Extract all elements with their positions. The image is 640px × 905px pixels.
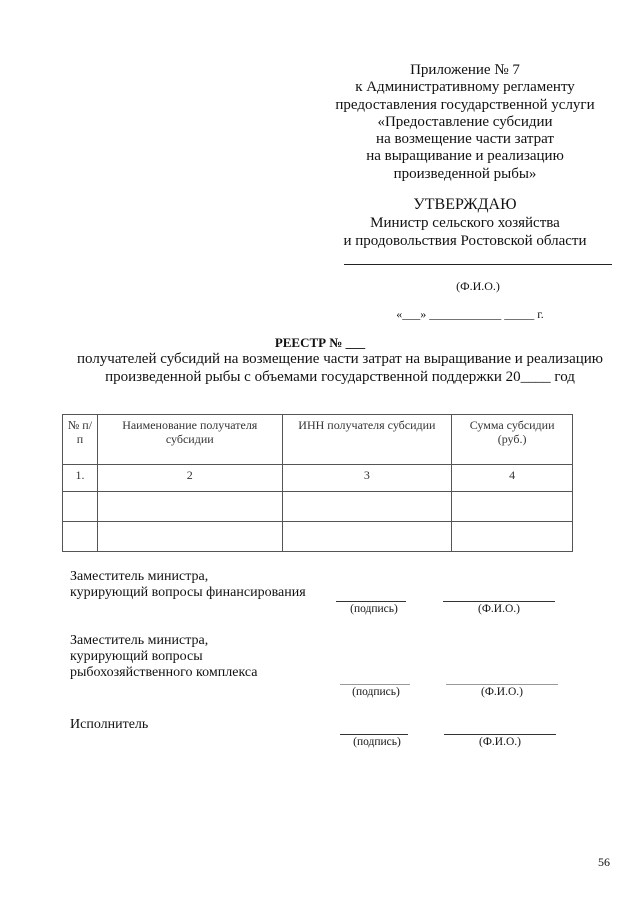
signature-line (340, 684, 410, 685)
approval-block (320, 196, 610, 250)
approval-organization: и продовольствия Ростовской области (343, 232, 587, 249)
signature-caption: (подпись) (352, 686, 400, 698)
appendix-line: на возмещение части затрат (376, 131, 554, 148)
approval-signature-line (344, 264, 612, 265)
table-cell (97, 522, 282, 552)
table-row (63, 492, 573, 522)
signer-line: курирующий вопросы финансирования (70, 585, 306, 600)
table-cell (63, 522, 98, 552)
table-cell (452, 522, 573, 552)
table-row (63, 522, 573, 552)
table-cell: 3 (282, 465, 452, 492)
signer-line: курирующий вопросы (70, 649, 203, 664)
signer-finance (70, 569, 306, 601)
signature-line (336, 601, 406, 602)
fio-line (443, 601, 555, 602)
table-cell (282, 522, 452, 552)
signer-line: рыбохозяйственного комплекса (70, 665, 258, 680)
appendix-line: произведенной рыбы» (393, 165, 537, 182)
approval-fio-caption: (Ф.И.О.) (456, 279, 500, 293)
column-header-number: № п/п (63, 415, 98, 465)
fio-line (444, 734, 556, 735)
column-header-amount: Сумма субсидии (руб.) (452, 415, 573, 465)
registry-table (62, 414, 573, 552)
registry-title: РЕЕСТР № ___ (274, 335, 366, 350)
signature-caption: (подпись) (350, 603, 398, 615)
appendix-line: к Административному регламенту (355, 79, 575, 96)
fio-caption: (Ф.И.О.) (478, 603, 520, 615)
table-cell: 2 (97, 465, 282, 492)
column-header-inn: ИНН получателя субсидии (282, 415, 452, 465)
column-header-recipient: Наименование получателя субсидии (97, 415, 282, 465)
table-cell (452, 492, 573, 522)
table-cell: 1. (63, 465, 98, 492)
appendix-line: «Предоставление субсидии (377, 113, 553, 130)
appendix-line: Приложение № 7 (410, 62, 520, 78)
fio-line (446, 684, 558, 685)
appendix-line: на выращивание и реализацию (366, 148, 564, 165)
page-number: 56 (598, 855, 610, 869)
signature-caption: (подпись) (353, 736, 401, 748)
signature-line (340, 734, 408, 735)
signer-fishery (70, 633, 258, 681)
signer-line: Заместитель министра, (70, 569, 209, 584)
table-cell: 4 (452, 465, 573, 492)
approval-position: Министр сельского хозяйства (370, 215, 560, 232)
approval-date-field: «___» ____________ _____ г. (396, 307, 544, 321)
table-cell (97, 492, 282, 522)
table-cell (63, 492, 98, 522)
fio-caption: (Ф.И.О.) (481, 686, 523, 698)
table-header-row (63, 415, 573, 465)
registry-subtitle-line: произведенной рыбы с объемами государственной поддержки 20____ год (105, 368, 575, 385)
registry-subtitle (40, 351, 640, 386)
appendix-block (320, 62, 610, 183)
signer-executor: Исполнитель (70, 717, 149, 732)
table-row (63, 465, 573, 492)
fio-caption: (Ф.И.О.) (479, 736, 521, 748)
registry-subtitle-line: получателей субсидий на возмещение части затрат на выращивание и реализацию (76, 351, 604, 367)
signer-line: Заместитель министра, (70, 633, 209, 648)
approval-title: УТВЕРЖДАЮ (413, 196, 517, 213)
table-cell (282, 492, 452, 522)
appendix-line: предоставления государственной услуги (335, 96, 595, 113)
